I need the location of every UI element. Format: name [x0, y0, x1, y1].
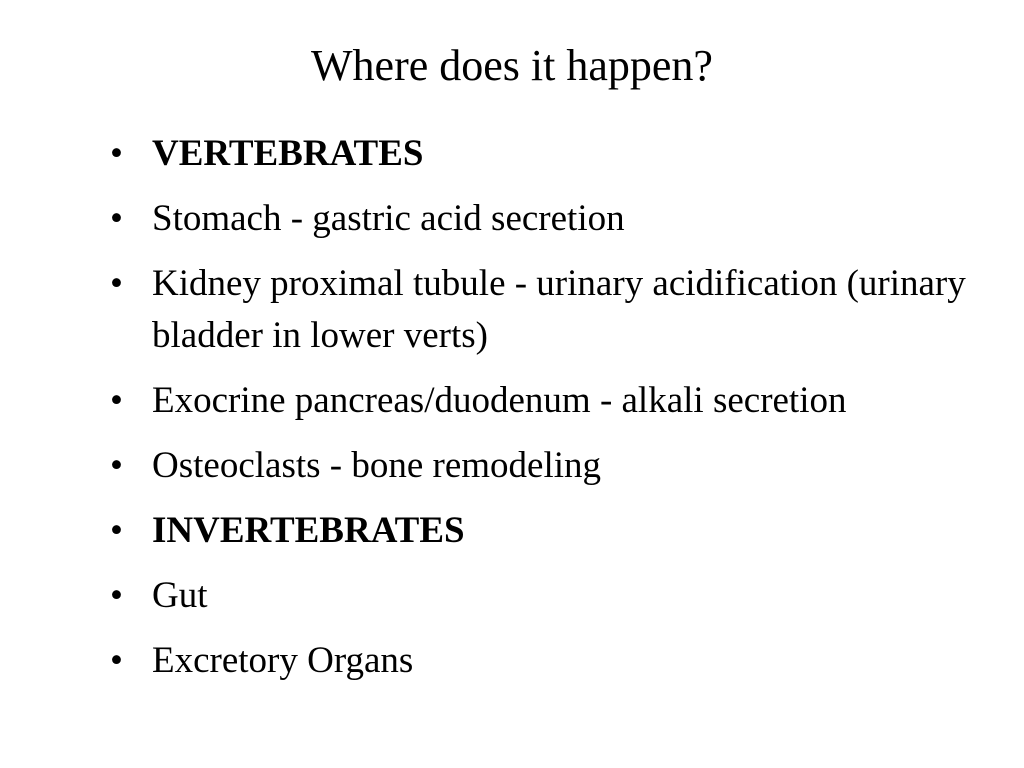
bullet-icon: •	[110, 263, 123, 304]
bullet-icon: •	[110, 380, 123, 421]
bullet-item-kidney	[110, 258, 990, 362]
bullet-icon: •	[110, 133, 123, 174]
slide-title: Where does it happen?	[311, 41, 713, 90]
bullet-text: INVERTEBRATES	[152, 510, 465, 551]
bullet-text: Gut	[152, 575, 208, 616]
bullet-item-stomach	[110, 193, 990, 245]
bullet-item-gut	[110, 570, 990, 622]
bullet-icon: •	[110, 445, 123, 486]
bullet-text: Stomach - gastric acid secretion	[152, 198, 625, 239]
bullet-text: VERTEBRATES	[152, 133, 424, 174]
bullet-icon: •	[110, 640, 123, 681]
bullet-list	[110, 128, 990, 700]
bullet-icon: •	[110, 198, 123, 239]
bullet-item-excretory-organs	[110, 635, 990, 687]
bullet-icon: •	[110, 575, 123, 616]
bullet-item-pancreas	[110, 375, 990, 427]
bullet-text: Osteoclasts - bone remodeling	[152, 445, 602, 486]
bullet-icon: •	[110, 510, 123, 551]
bullet-item-osteoclasts	[110, 440, 990, 492]
bullet-text: Excretory Organs	[152, 640, 414, 681]
bullet-text: Kidney proximal tubule - urinary acidification (urinary bladder in lower verts)	[152, 263, 966, 356]
bullet-item-invertebrates	[110, 505, 990, 557]
bullet-text: Exocrine pancreas/duodenum - alkali secretion	[152, 380, 847, 421]
bullet-item-vertebrates	[110, 128, 990, 180]
